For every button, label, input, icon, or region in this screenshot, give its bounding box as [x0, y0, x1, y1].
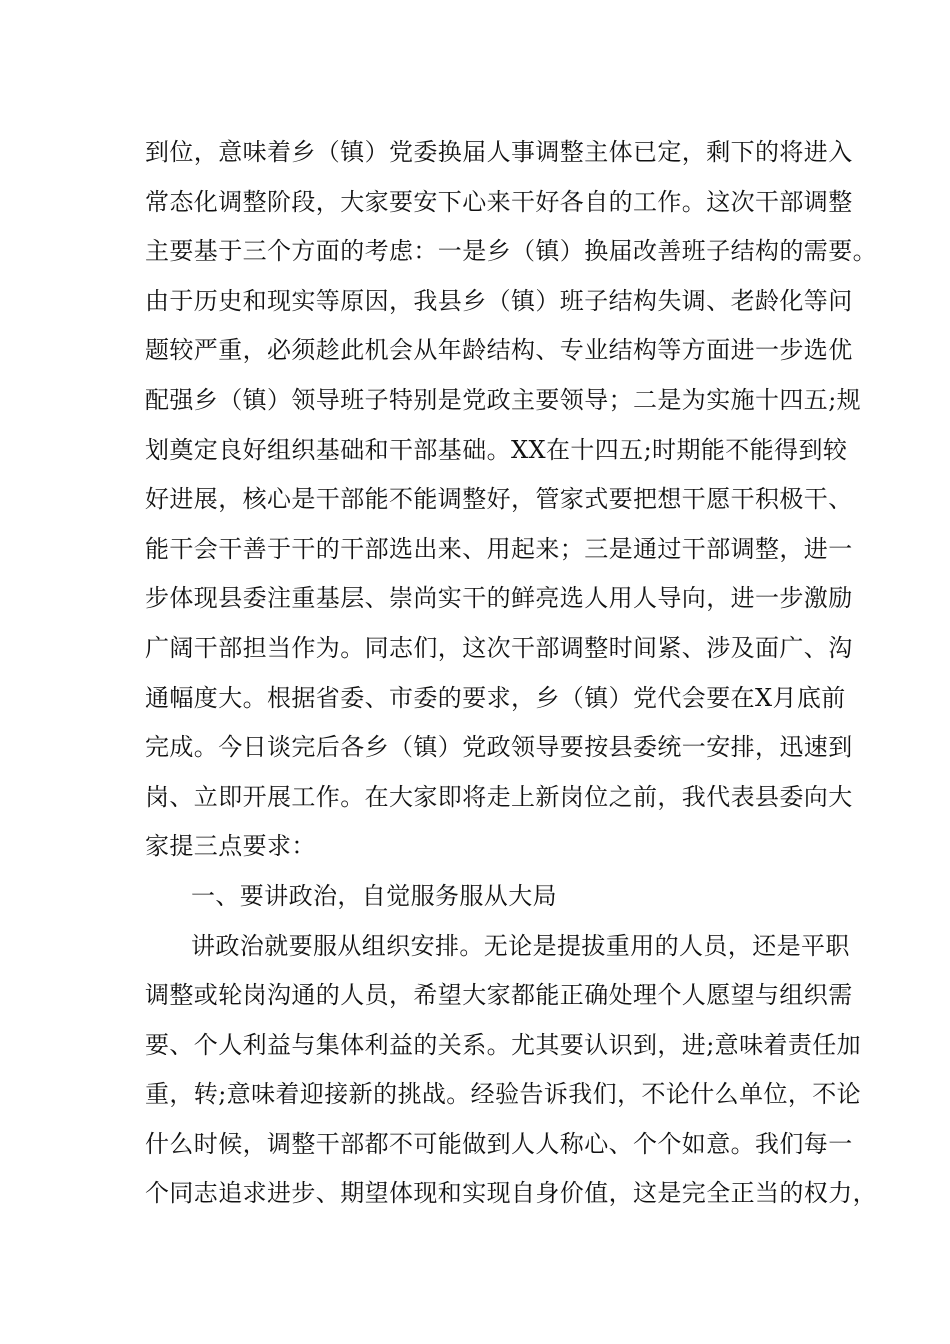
- text-line: 广阔干部担当作为。同志们，这次干部调整时间紧、涉及面广、沟: [145, 633, 853, 662]
- text-line: 由于历史和现实等原因，我县乡（镇）班子结构失调、老龄化等问: [145, 286, 853, 315]
- text-line: 通幅度大。根据省委、市委的要求，乡（镇）党代会要在X月底前: [145, 683, 846, 712]
- section-heading: 一、要讲政治，自觉服务服从大局: [191, 881, 557, 910]
- text-line: 家提三点要求：: [145, 832, 316, 861]
- text-line: 岗、立即开展工作。在大家即将走上新岗位之前，我代表县委向大: [145, 782, 853, 811]
- text-line: 完成。今日谈完后各乡（镇）党政领导要按县委统一安排，迅速到: [145, 733, 853, 762]
- text-line: 能干会干善于干的干部选出来、用起来；三是通过干部调整，进一: [145, 534, 853, 563]
- text-line: 常态化调整阶段，大家要安下心来干好各自的工作。这次干部调整: [145, 187, 853, 216]
- text-line: 重，转;意味着迎接新的挑战。经验告诉我们，不论什么单位，不论: [145, 1080, 862, 1109]
- text-line: 步体现县委注重基层、崇尚实干的鲜亮选人用人导向，进一步激励: [145, 584, 853, 613]
- text-line: 题较严重，必须趁此机会从年龄结构、专业结构等方面进一步选优: [145, 336, 853, 365]
- text-line: 个同志追求进步、期望体现和实现自身价值，这是完全正当的权力，: [145, 1179, 877, 1208]
- text-line: 要、个人利益与集体利益的关系。尤其要认识到，进;意味着责任加: [145, 1030, 862, 1059]
- text-line: 讲政治就要服从组织安排。无论是提拔重用的人员，还是平职: [191, 931, 850, 960]
- text-line: 调整或轮岗沟通的人员，希望大家都能正确处理个人愿望与组织需: [145, 981, 853, 1010]
- text-line: 配强乡（镇）领导班子特别是党政主要领导；二是为实施十四五;规: [145, 385, 862, 414]
- text-line: 好进展，核心是干部能不能调整好，管家式要把想干愿干积极干、: [145, 485, 853, 514]
- text-line: 主要基于三个方面的考虑：一是乡（镇）换届改善班子结构的需要。: [145, 237, 877, 266]
- text-line: 划奠定良好组织基础和干部基础。XX在十四五;时期能不能得到较: [145, 435, 848, 464]
- text-line: 到位，意味着乡（镇）党委换届人事调整主体已定，剩下的将进入: [145, 138, 853, 166]
- body-text: [145, 128, 877, 1219]
- text-line: 什么时候，调整干部都不可能做到人人称心、个个如意。我们每一: [145, 1129, 853, 1158]
